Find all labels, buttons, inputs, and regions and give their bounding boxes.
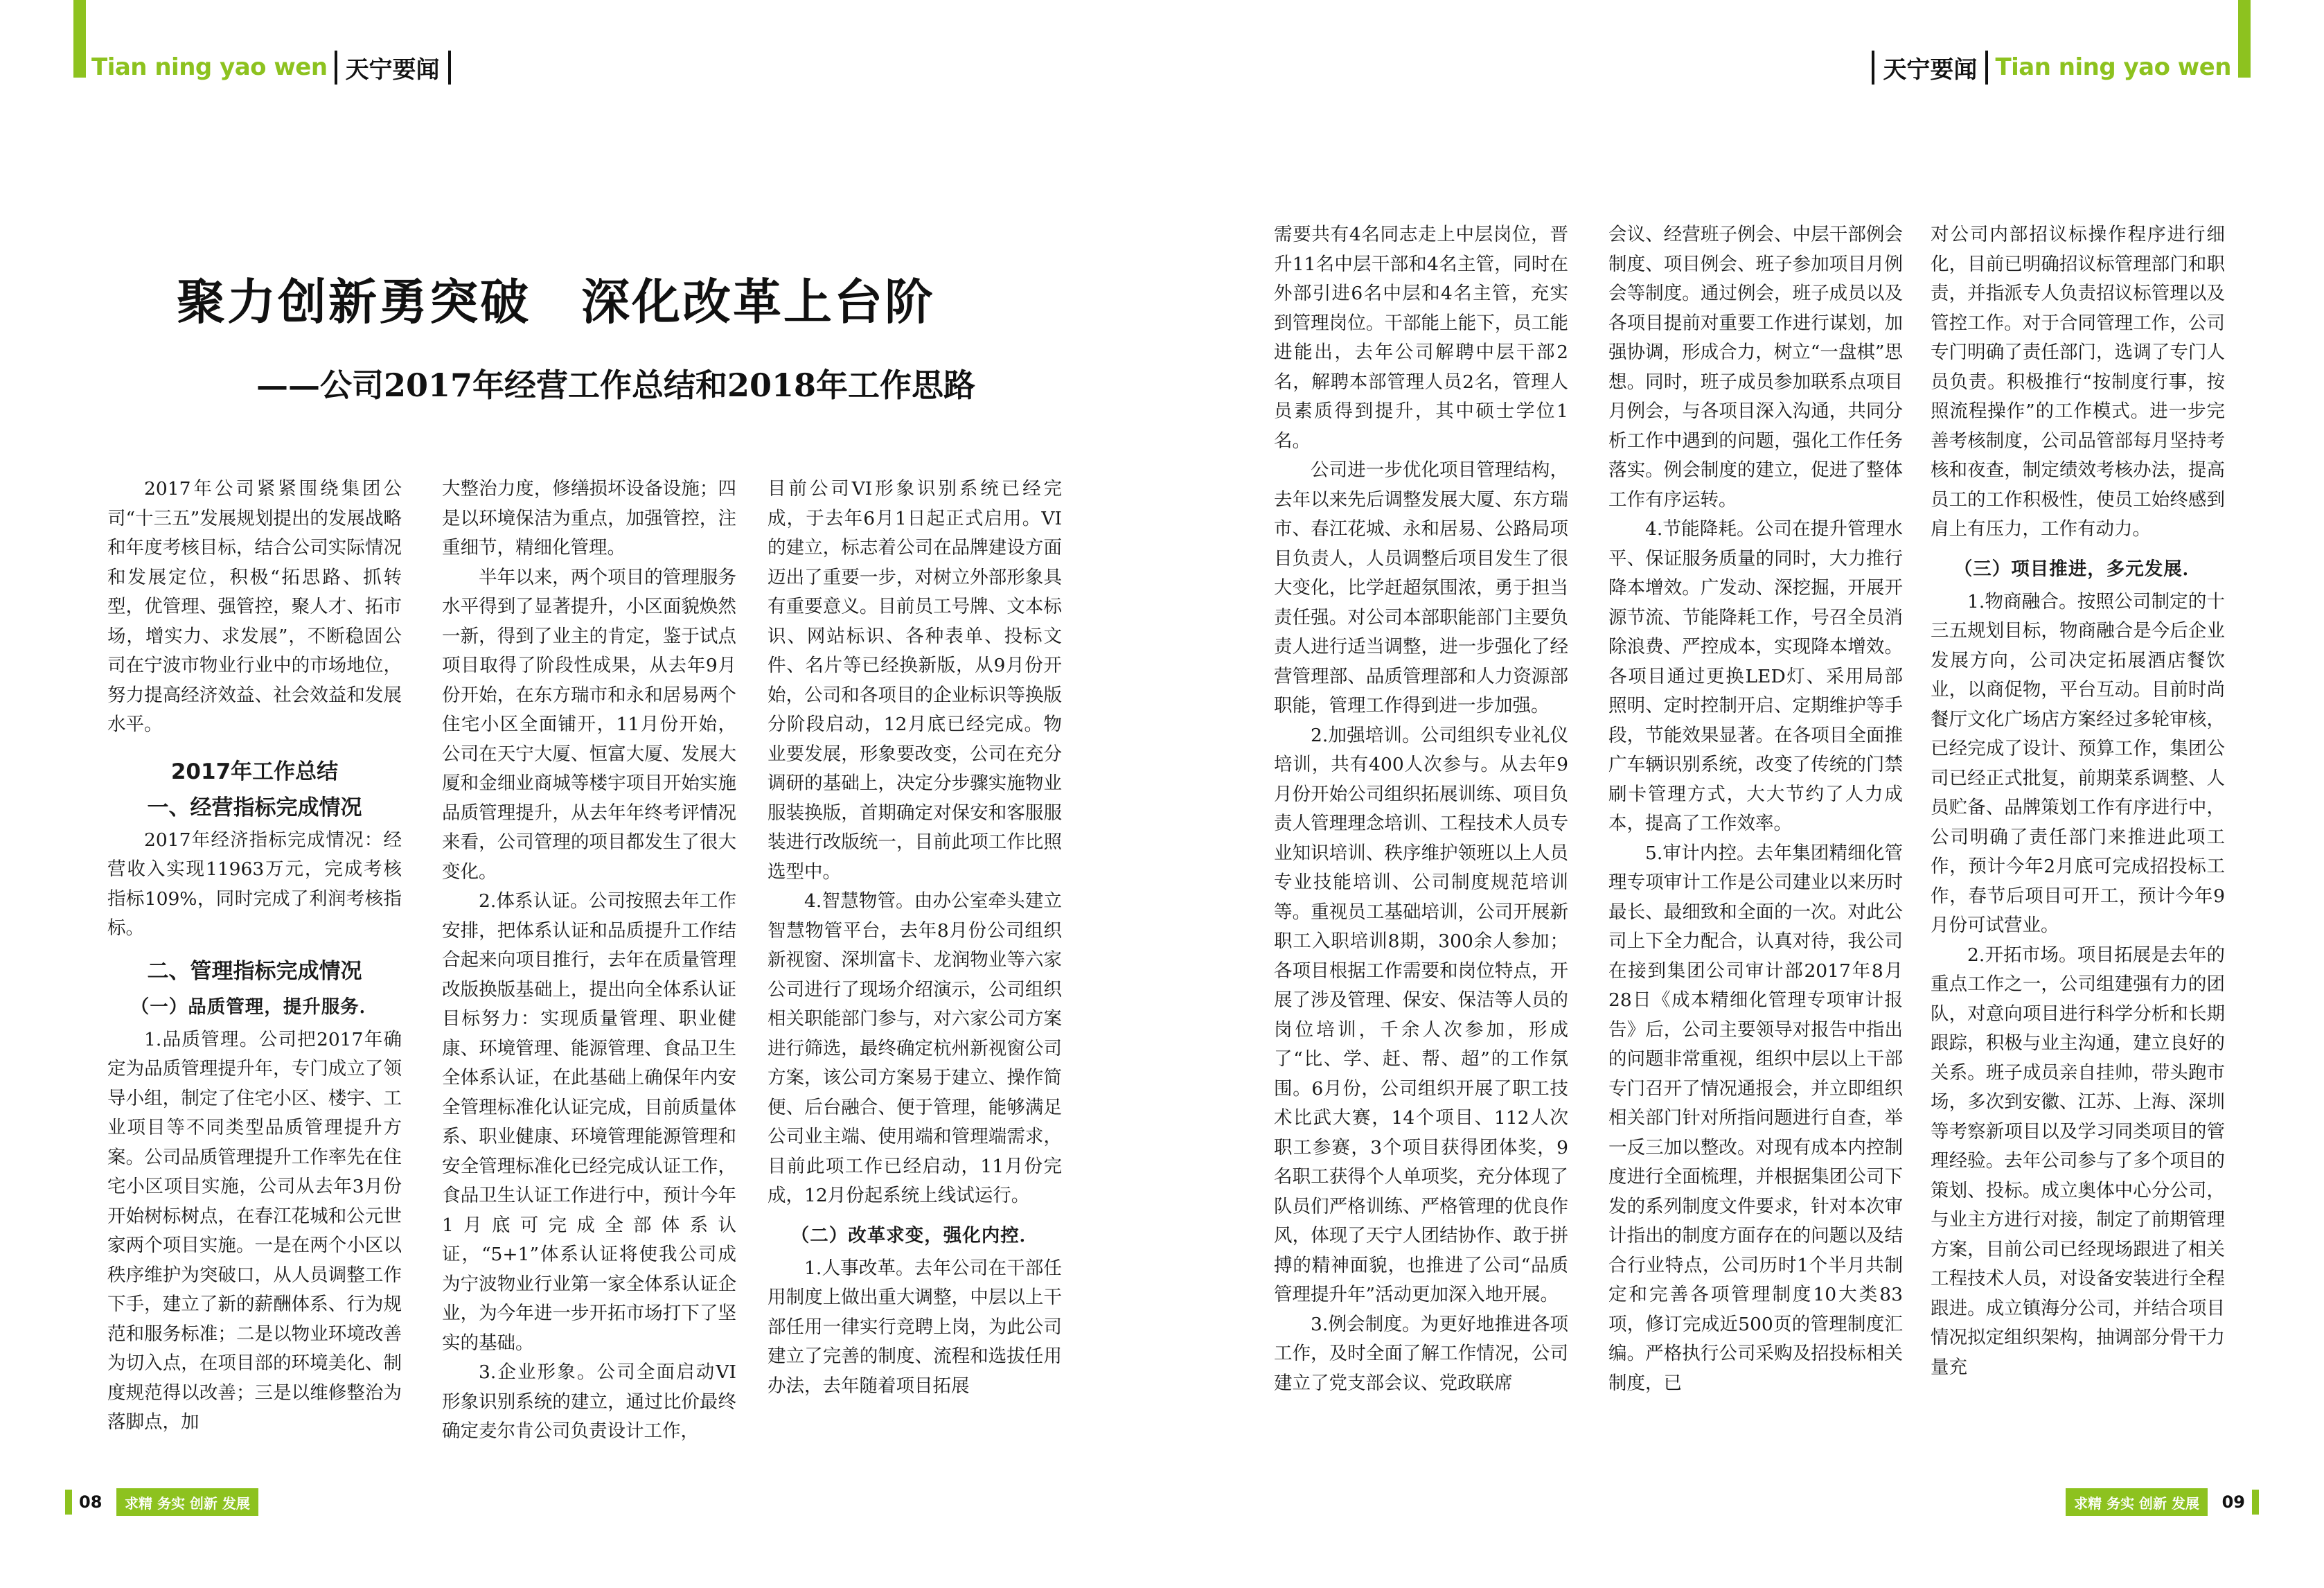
paragraph: 3.例会制度。为更好地推进各项工作，及时全面了解工作情况，公司建立了党支部会议、党政联席 [1274, 1313, 1568, 1394]
right-page [1162, 0, 2324, 1588]
section-heading: 二、管理指标完成情况 [147, 958, 362, 984]
footer-slogan: 求精 务实 创新 发展 [2074, 1494, 2199, 1512]
paragraph: 2.加强培训。公司组织专业礼仪培训，共有400人次参与。从去年9月份开始公司组织拓展训练、项目负责人管理理念培训、工程技术人员专业知识培训、秩序维护领班以上人员专业技能培训、公司制度规范培训等。重视员工基础培训，公司开展新职工入职培训8期，300余人参加；各项目根据工作需要和岗位特点，开展了涉及管理、保安、保洁等人员的岗位培训，千余人次参加，形成了“比、学、赶、帮、超”的工作氛围。6月份，公司组织开展了职工技术比武大赛，14个项目、112人次职工参赛，3个项目获得团体奖，9名职工获得个人单项奖，充分体现了队员们严格训练、严格管理的优良作风，体现了天宁人团结协作、敢于拼搏的精神面貌，也推进了公司“品质管理提升年”活动更加深入地开展。 [1274, 724, 1568, 1305]
page-number: 08 [79, 1492, 103, 1512]
paragraph: 对公司内部招议标操作程序进行细化，目前已明确招议标管理部门和职责，并指派专人负责招议标管理以及管控工作。对于合同管理工作，公司专门明确了责任部门，选调了专门人员负责。积极推行“按制度行事，按照流程操作”的工作模式。进一步完善考核制度，公司品管部每月坚持考核和夜查，制定绩效考核办法，提高员工的工作积极性，使员工始终感到肩上有压力，工作有动力。 [1931, 224, 2225, 540]
subsection-heading: （二）改革求变，强化内控． [790, 1224, 1039, 1246]
paragraph: 4.节能降耗。公司在提升管理水平、保证服务质量的同时，大力推行降本增效。广发动、深挖掘，开展开源节流、节能降耗工作，号召全员消除浪费、严控成本，实现降本增效。各项目通过更换LED灯、采用局部照明、定时控制开启、定期维护等手段，节能效果显著。在各项目全面推广车辆识别系统，改变了传统的门禁刷卡管理方式，大大节约了人力成本，提高了工作效率。 [1608, 518, 1903, 834]
article-title: 聚力创新勇突破 深化改革上台阶 [177, 274, 935, 330]
header-chinese: 天宁要闻 [1872, 51, 1988, 85]
footer-accent [2252, 1490, 2259, 1515]
paragraph: 公司进一步优化项目管理结构，去年以来先后调整发展大厦、东方瑞市、春江花城、永和居易、公路局项目负责人，人员调整后项目发生了很大变化，比学赶超氛围浓，勇于担当责任强。对公司本部职能部门主要负责人进行适当调整，进一步强化了经营管理部、品质管理部和人力资源部职能，管理工作得到进一步加强。 [1274, 459, 1568, 716]
footer-slogan-bar [116, 1488, 258, 1516]
paragraph: 1.物商融合。按照公司制定的十三五规划目标，物商融合是今后企业发展方向，公司决定拓展酒店餐饮业，以商促物，平台互动。目前时尚餐厅文化广场店方案经过多轮审核，已经完成了设计、预算工作，集团公司已经正式批复，前期菜系调整、人员贮备、品牌策划工作有序进行中，公司明确了责任部门来推进此项工作，预计今年2月底可完成招投标工作，春节后项目可开工，预计今年9月份可试营业。 [1931, 590, 2225, 936]
paragraph: 需要共有4名同志走上中层岗位，晋升11名中层干部和4名主管，同时在外部引进6名中层和4名主管，充实到管理岗位。干部能上能下，员工能进能出，去年公司解聘中层干部2名，解聘本部管理人员2名，管理人员素质得到提升，其中硕士学位1名。 [1274, 224, 1568, 452]
header-accent-bar [73, 0, 86, 78]
header-english: Tian ning yao wen [91, 53, 328, 81]
text-column-1 [107, 475, 402, 1465]
paragraph: 会议、经营班子例会、中层干部例会制度、项目例会、班子参加项目月例会等制度。通过例会，班子成员以及各项目提前对重要工作进行谋划，加强协调，形成合力，树立“一盘棋”思想。同时，班子成员参加联系点项目月例会，与各项目深入沟通，共同分析工作中遇到的问题，强化工作任务落实。例会制度的建立，促进了整体工作有序运转。 [1608, 224, 1903, 511]
paragraph: 4.智慧物管。由办公室牵头建立智慧物管平台，去年8月份公司组织新视窗、深圳富卡、龙润物业等六家公司进行了现场介绍演示，公司组织相关职能部门参与，对六家公司方案进行筛选，最终确定杭州新视窗公司方案，该公司方案易于建立、操作简便、后台融合、便于管理，能够满足公司业主端、使用端和管理端需求，目前此项工作已经启动，11月份完成，12月份起系统上线试运行。 [768, 890, 1062, 1206]
page-header [91, 50, 451, 85]
section-heading: 2017年工作总结 [170, 759, 339, 784]
subsection-heading: （一）品质管理，提升服务． [130, 996, 379, 1018]
text-column-3 [768, 475, 1062, 1465]
paragraph: 2.体系认证。公司按照去年工作安排，把体系认证和品质提升工作结合起来向项目推行，去年在质量管理改版换版基础上，提出向全体系认证目标努力：实现质量管理、职业健康、环境管理、能源管理、食品卫生全体系认证，在此基础上确保年内安全管理标准化认证完成，目前质量体系、职业健康、环境管理能源管理和安全管理标准化已经完成认证工作，食品卫生认证工作进行中，预计今年1月底可完成全部体系认证，“5+1”体系认证将使我公司成为宁波物业行业第一家全体系认证企业，为今年进一步开拓市场打下了坚实的基础。 [442, 890, 736, 1354]
footer-accent [65, 1490, 72, 1515]
paragraph: 2.开拓市场。项目拓展是去年的重点工作之一，公司组建强有力的团队，对意向项目进行科学分析和长期跟踪，积极与业主沟通，建立良好的关系。班子成员亲自挂帅，带头跑市场，多次到安徽、江苏、上海、深圳等考察新项目以及学习同类项目的管理经验。去年公司参与了多个项目的策划、投标。成立奥体中心分公司，与业主方进行对接，制定了前期管理方案，目前公司已经现场跟进了相关工程技术人员，对设备安装进行全程跟进。成立镇海分公司，并结合项目情况拟定组织架构，抽调部分骨干力量充 [1931, 944, 2225, 1378]
subsection-heading: （三）项目推进，多元发展． [1953, 558, 2202, 580]
footer-slogan: 求精 务实 创新 发展 [125, 1494, 250, 1512]
paragraph: 3.企业形象。公司全面启动VI形象识别系统的建立，通过比价最终确定麦尔肯公司负责设计工作， [442, 1361, 736, 1442]
section-heading: 一、经营指标完成情况 [147, 795, 362, 820]
paragraph: 1.人事改革。去年公司在干部任用制度上做出重大调整，中层以上干部任用一律实行竞聘上岗，为此公司建立了完善的制度、流程和选拔任用办法，去年随着项目拓展 [768, 1257, 1062, 1397]
page-header [1872, 50, 2231, 85]
paragraph: 2017年公司紧紧围绕集团公司“十三五”发展规划提出的发展战略和年度考核目标，结合公司实际情况和发展定位，积极“拓思路、抓转型，优管理、强管控，聚人才、拓市场，增实力、求发展”，不断稳固公司在宁波市物业行业中的市场地位，努力提高经济效益、社会效益和发展水平。 [107, 478, 402, 735]
paragraph: 1.品质管理。公司把2017年确定为品质管理提升年，专门成立了领导小组，制定了住宅小区、楼宇、工业项目等不同类型品质管理提升方案。公司品质管理提升工作率先在住宅小区项目实施，公司从去年3月份开始树标树点，在春江花城和公元世家两个项目实施。一是在两个小区以秩序维护为突破口，从人员调整工作下手，建立了新的薪酬体系、行为规范和服务标准；二是以物业环境改善为切入点，在项目部的环境美化、制度规范得以改善；三是以维修整治为落脚点，加 [107, 1028, 402, 1433]
text-column-6 [1931, 220, 2225, 1467]
paragraph: 大整治力度，修缮损坏设备设施；四是以环境保洁为重点，加强管控，注重细节，精细化管理。 [442, 478, 736, 558]
header-chinese: 天宁要闻 [335, 51, 451, 85]
article-subtitle: ——公司2017年经营工作总结和2018年工作思路 [256, 367, 976, 404]
text-column-2 [442, 475, 736, 1465]
paragraph: 2017年经济指标完成情况：经营收入实现11963万元，完成考核指标109%，同时完成了利润考核指标。 [107, 829, 402, 939]
text-column-5 [1608, 220, 1903, 1467]
footer-slogan-bar [2066, 1488, 2208, 1516]
paragraph: 5.审计内控。去年集团精细化管理专项审计工作是公司建业以来历时最长、最细致和全面的一次。对此公司上下全力配合，认真对待，我公司在接到集团公司审计部2017年8月28日《成本精细化管理专项审计报告》后，公司主要领导对报告中指出的问题非常重视，组织中层以上干部专门召开了情况通报会，并立即组织相关部门针对所指问题进行自查，举一反三加以整改。对现有成本内控制度进行全面梳理，并根据集团公司下发的系列制度文件要求，针对本次审计指出的制度方面存在的问题以及结合行业特点，公司历时1个半月共制定和完善各项管理制度10大类83项，修订完成近500页的管理制度汇编。严格执行公司采购及招投标相关制度，已 [1608, 842, 1903, 1394]
paragraph: 目前公司VI形象识别系统已经完成，于去年6月1日起正式启用。VI的建立，标志着公司在品牌建设方面迈出了重要一步，对树立外部形象具有重要意义。目前员工号牌、文本标识、网站标识、各种表单、投标文件、名片等已经换新版，从9月份开始，公司和各项目的企业标识等换版分阶段启动，12月底已经完成。物业要发展，形象要改变，公司在充分调研的基础上，决定分步骤实施物业服装换版，首期确定对保安和客服服装进行改版统一，目前此项工作比照选型中。 [768, 478, 1062, 883]
page-number: 09 [2221, 1492, 2245, 1512]
header-accent-bar [2238, 0, 2251, 78]
paragraph: 半年以来，两个项目的管理服务水平得到了显著提升，小区面貌焕然一新，得到了业主的肯定，鉴于试点项目取得了阶段性成果，从去年9月份开始，在东方瑞市和永和居易两个住宅小区全面铺开，11月份开始，公司在天宁大厦、恒富大厦、发展大厦和金细业商城等楼宇项目开始实施品质管理提升，从去年年终考评情况来看，公司管理的项目都发生了很大变化。 [442, 566, 736, 883]
text-column-4 [1274, 220, 1568, 1467]
header-english: Tian ning yao wen [1995, 53, 2231, 81]
